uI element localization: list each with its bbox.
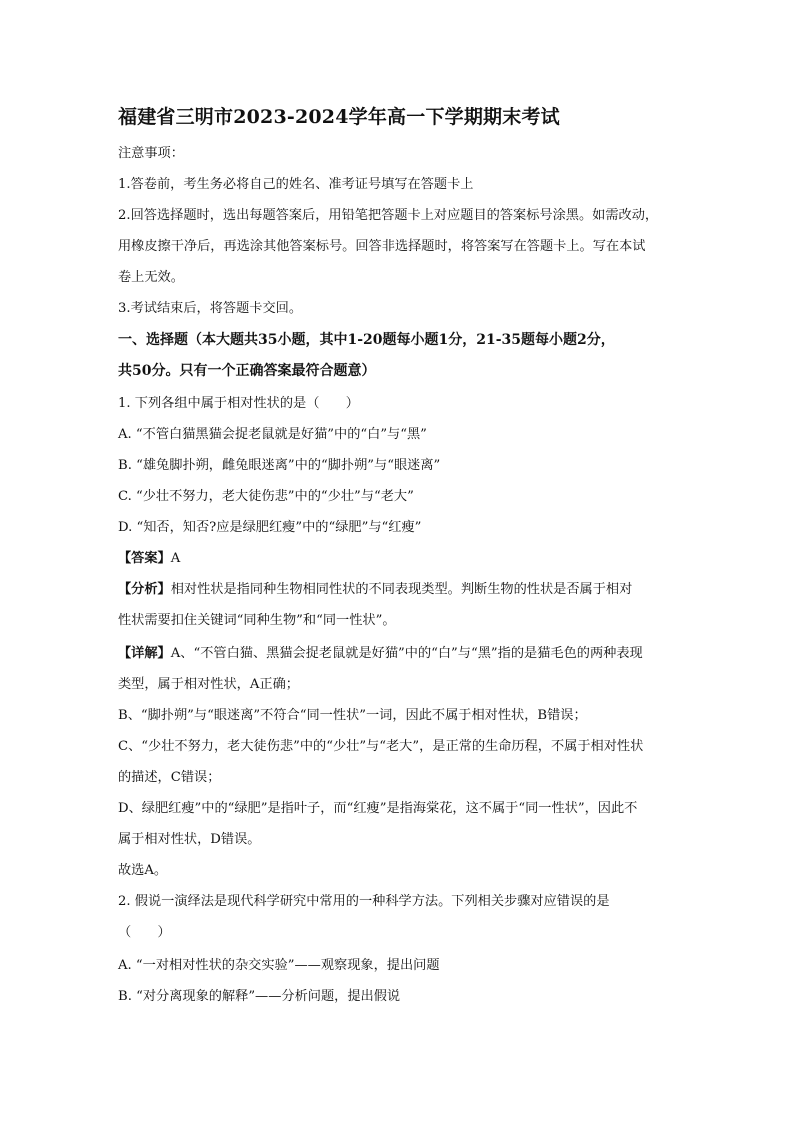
analysis-text: 相对性状是指同种生物相同性状的不同表现类型。判断生物的性状是否属于相对 [170, 582, 633, 597]
detail-line: 属于相对性状，D错误。 [118, 832, 261, 847]
detail-line: 的描述，C错误； [118, 770, 221, 785]
notice-item: 用橡皮擦干净后，再选涂其他答案标号。回答非选择题时，将答案写在答题卡上。写在本试 [118, 239, 646, 254]
answer-value: A [170, 551, 181, 566]
question-1-option-a: A. “不管白猫黑猫会捉老鼠就是好猫”中的“白”与“黑” [118, 427, 427, 442]
page-title: 福建省三明市2023-2024学年高一下学期期末考试 [118, 106, 560, 128]
question-1-analysis-cont: 性状需要扣住关键词“同种生物”和“同一性状”。 [118, 613, 396, 628]
detail-text: A、“不管白猫、黑猫会捉老鼠就是好猫”中的“白”与“黑”指的是猫毛色的两种表现 [170, 646, 643, 661]
question-2-option-b: B. “对分离现象的解释”——分析问题，提出假说 [118, 989, 401, 1004]
question-1-answer [118, 551, 180, 567]
question-1-conclusion: 故选A。 [118, 863, 168, 878]
question-1-analysis [118, 582, 632, 598]
question-1-stem: 1. 下列各组中属于相对性状的是（ ） [118, 396, 359, 411]
notice-heading: 注意事项： [118, 146, 184, 161]
section-heading-cont: 共50分。只有一个正确答案最符合题意） [118, 363, 376, 379]
detail-line: B、“脚扑朔”与“眼迷离”不符合“同一性状”一词，因此不属于相对性状，B错误； [118, 708, 587, 723]
detail-line: 类型，属于相对性状，A正确； [118, 677, 299, 692]
answer-tag: 【答案】 [118, 551, 171, 566]
detail-line: C、“少壮不努力，老大徒伤悲”中的“少壮”与“老大”，是正常的生命历程，不属于相对性状 [118, 739, 644, 754]
section-heading: 一、选择题（本大题共35小题，其中1-20题每小题1分，21-35题每小题2分， [118, 332, 615, 348]
question-1-option-c: C. “少壮不努力，老大徒伤悲”中的“少壮”与“老大” [118, 489, 414, 504]
notice-item: 1.答卷前，考生务必将自己的姓名、准考证号填写在答题卡上 [118, 177, 474, 192]
question-1-option-b: B. “雄兔脚扑朔，雌兔眼迷离”中的“脚扑朔”与“眼迷离” [118, 458, 441, 473]
detail-tag: 【详解】 [118, 646, 171, 661]
notice-item: 3.考试结束后，将答题卡交回。 [118, 301, 303, 316]
detail-line: D、绿肥红瘦”中的“绿肥”是指叶子，而“红瘦”是指海棠花，这不属于“同一性状”，因此不 [118, 801, 638, 816]
analysis-tag: 【分析】 [118, 582, 171, 597]
question-1-detail [118, 646, 643, 662]
question-2-stem-cont: （ ） [118, 925, 171, 940]
question-2-option-a: A. “一对相对性状的杂交实验”——观察现象，提出问题 [118, 958, 440, 973]
notice-item: 卷上无效。 [118, 270, 184, 285]
question-2-stem: 2. 假说一演绎法是现代科学研究中常用的一种科学方法。下列相关步骤对应错误的是 [118, 894, 610, 909]
notice-item: 2.回答选择题时，选出每题答案后，用铅笔把答题卡上对应题目的答案标号涂黑。如需改动， [118, 208, 659, 223]
question-1-option-d: D. “知否，知否?应是绿肥红瘦”中的“绿肥”与“红瘦” [118, 520, 422, 535]
